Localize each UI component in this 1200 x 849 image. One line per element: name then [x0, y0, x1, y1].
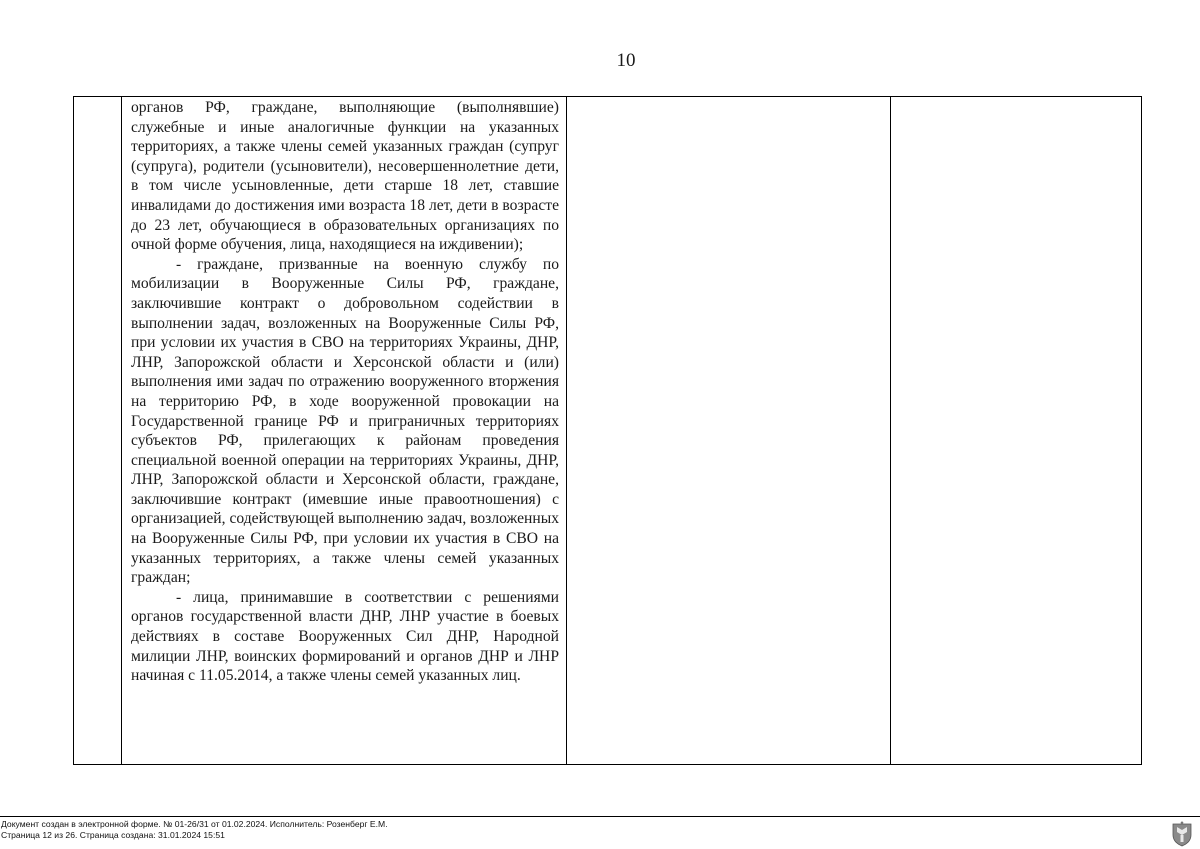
footer-line-page-info: Страница 12 из 26. Страница создана: 31.01.2024 15:51	[1, 829, 225, 840]
column-separator-2	[566, 97, 567, 764]
text-paragraph-3: - лица, принимавшие в соответствии с решениями органов государственной власти ДНР, ЛНР участие в боевых действиях в составе Вооруженных Сил ДНР, Народной милиции ЛНР, воинских формирований и органов ДНР и ЛНР начиная с 11.05.2014, а также члены семей указанных лиц.	[131, 588, 559, 685]
column-separator-1	[121, 97, 122, 764]
text-paragraph-1: органов РФ, граждане, выполняющие (выполнявшие) служебные и иные аналогичные функции на указанных территориях, а также члены семей указанных граждан (супруг (супруга), родители (усыновители), несовершеннолетние дети, в том числе усыновленные, дети старше 18 лет, ставшие инвалидами до достижения ими возраста 18 лет, дети в возрасте до 23 лет, обучающиеся в образовательных организациях по очной форме обучения, лица, находящиеся на иждивении);	[131, 99, 559, 254]
column-separator-3	[890, 97, 891, 764]
document-table	[73, 96, 1142, 765]
coat-of-arms-icon	[1171, 821, 1193, 847]
page-number: 10	[616, 50, 636, 71]
footer-divider	[0, 816, 1200, 817]
document-footer	[1, 819, 388, 840]
text-paragraph-2: - граждане, призванные на военную службу по мобилизации в Вооруженные Силы РФ, граждане, заключившие контракт о добровольном содействии в выполнении задач, возложенных на Вооруженные Силы РФ, при условии их участия в СВО на территориях Украины, ДНР, ЛНР, Запорожской области и Херсонской области и (или) выполнения ими задач по отражению вооруженного вторжения на территорию РФ, в ходе вооруженной провокации на Государственной границе РФ и приграничных территориях субъектов РФ, прилегающих к районам проведения специальной военной операции на территориях Украины, ДНР, ЛНР, Запорожской области и Херсонской области, граждане, заключившие контракт (имевшие иные правоотношения) с организацией, содействующей выполнению задач, возложенных на Вооруженные Силы РФ, при условии их участия в СВО на указанных территориях, а также члены семей указанных граждан;	[131, 255, 559, 587]
table-text-cell	[131, 98, 559, 686]
footer-line-document-info: Документ создан в электронной форме. № 01-26/31 от 01.02.2024. Исполнитель: Розенберг Е.М.	[1, 819, 388, 829]
